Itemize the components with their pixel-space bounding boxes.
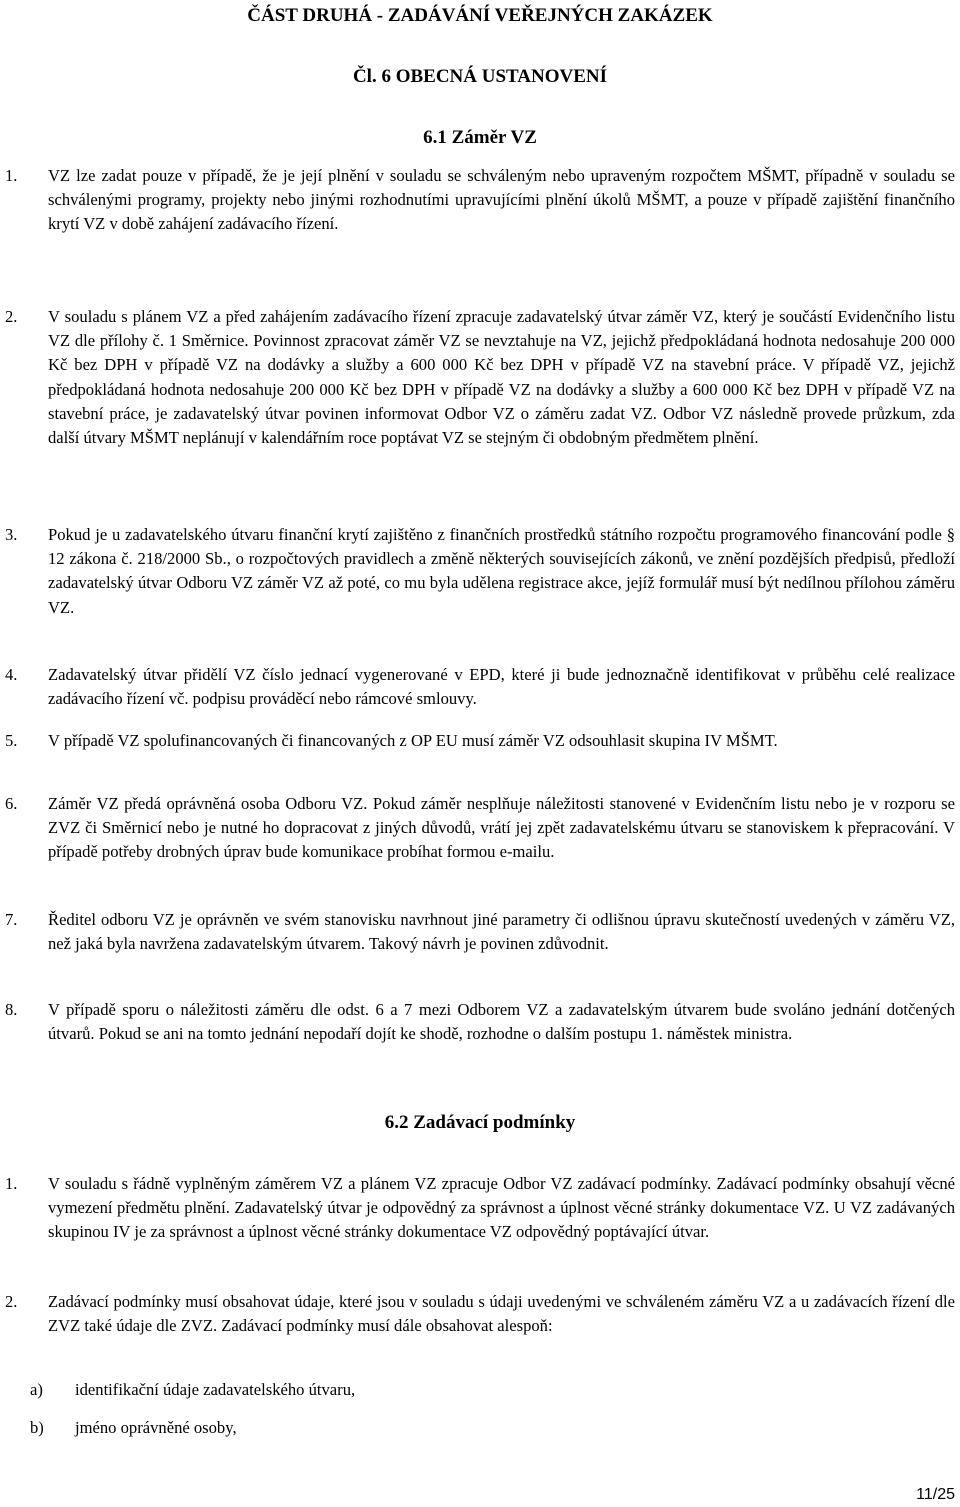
- list-item: [5, 908, 955, 956]
- sub-list-item: [30, 1378, 930, 1402]
- item-number: 4.: [5, 665, 18, 684]
- item-number: 7.: [5, 910, 18, 929]
- section-title-6-2: 6.2 Zadávací podmínky: [384, 1112, 576, 1133]
- sub-item-text: jméno oprávněné osoby,: [75, 1418, 237, 1437]
- section-title-6-1: 6.1 Záměr VZ: [423, 127, 537, 148]
- item-text: Zadávací podmínky musí obsahovat údaje, které jsou v souladu s údaji uvedenými ve schváleném záměru VZ a u zadávacích řízení dle ZVZ také údaje dle ZVZ. Zadávací podmínky musí dále obsahovat alespoň:: [48, 1292, 955, 1336]
- list-item: [5, 792, 955, 865]
- list-item: [5, 729, 955, 753]
- list-item: [5, 523, 955, 620]
- page-number: 11/25: [916, 1486, 955, 1503]
- item-number: 6.: [5, 794, 18, 813]
- item-text: VZ lze zadat pouze v případě, že je její plnění v souladu se schváleným nebo upraveným rozpočtem MŠMT, případně v souladu se schválenými programy, projekty nebo jinými rozhodnutími upravujícími plnění úkolů MŠMT, a pouze v případě zajištění finančního krytí VZ v době zahájení zadávacího řízení.: [48, 166, 955, 234]
- item-number: 2.: [5, 1292, 18, 1311]
- item-text: Záměr VZ předá oprávněná osoba Odboru VZ. Pokud záměr nesplňuje náležitosti stanovené v Evidenčním listu nebo je v rozporu se ZVZ či Směrnicí nebo je nutné ho dopracovat z jiných důvodů, vrátí jej zpět zadavatelskému útvaru se stanoviskem k přepracování. V případě potřeby drobných úprav bude komunikace probíhat formou e-mailu.: [48, 794, 955, 862]
- item-text: V souladu s řádně vyplněným záměrem VZ a plánem VZ zpracuje Odbor VZ zadávací podmínky. Zadávací podmínky obsahují věcné vymezení předmětu plnění. Zadavatelský útvar je odpovědný za správnost a úplnost věcné stránky dokumentace VZ. U VZ zadávaných skupinou IV je za správnost a úplnost věcné stránky dokumentace VZ odpovědný poptávající útvar.: [48, 1174, 955, 1242]
- item-number: 1.: [5, 1174, 18, 1193]
- sub-list-item: [30, 1416, 930, 1440]
- list-item: [5, 1172, 955, 1245]
- item-number: 8.: [5, 1000, 18, 1019]
- item-text: Zadavatelský útvar přidělí VZ číslo jednací vygenerované v EPD, které ji bude jednoznačně identifikovat v průběhu celé realizace zadávacího řízení vč. podpisu prováděcí nebo rámcové smlouvy.: [48, 665, 955, 709]
- sub-item-letter: b): [30, 1418, 44, 1437]
- list-item: [5, 305, 955, 450]
- sub-item-letter: a): [30, 1380, 43, 1399]
- item-text: Ředitel odboru VZ je oprávněn ve svém stanovisku navrhnout jiné parametry či odlišnou úpravu skutečností uvedených v záměru VZ, než jaká byla navržena zadavatelským útvarem. Takový návrh je povinen zdůvodnit.: [48, 910, 955, 954]
- item-number: 5.: [5, 731, 18, 750]
- list-item: [5, 998, 955, 1046]
- item-number: 1.: [5, 166, 18, 185]
- item-text: Pokud je u zadavatelského útvaru finanční krytí zajištěno z finančních prostředků státního rozpočtu programového financování podle § 12 zákona č. 218/2000 Sb., o rozpočtových pravidlech a změně některých souvisejících zákonů, ve znění pozdějších předpisů, předloží zadavatelský útvar Odboru VZ záměr VZ až poté, co mu byla udělena registrace akce, jejíž formulář musí být nedílnou přílohou záměru VZ.: [48, 525, 955, 617]
- sub-item-text: identifikační údaje zadavatelského útvaru,: [75, 1380, 356, 1399]
- part-title: ČÁST DRUHÁ - ZADÁVÁNÍ VEŘEJNÝCH ZAKÁZEK: [247, 5, 713, 26]
- item-number: 3.: [5, 525, 18, 544]
- item-text: V případě sporu o náležitosti záměru dle odst. 6 a 7 mezi Odborem VZ a zadavatelským útvarem bude svoláno jednání dotčených útvarů. Pokud se ani na tomto jednání nepodaří dojít ke shodě, rozhodne o dalším postupu 1. náměstek ministra.: [48, 1000, 955, 1044]
- item-text: V případě VZ spolufinancovaných či financovaných z OP EU musí záměr VZ odsouhlasit skupina IV MŠMT.: [48, 731, 778, 750]
- item-text: V souladu s plánem VZ a před zahájením zadávacího řízení zpracuje zadavatelský útvar záměr VZ, který je součástí Evidenčního listu VZ dle přílohy č. 1 Směrnice. Povinnost zpracovat záměr VZ se nevztahuje na VZ, jejichž předpokládaná hodnota nedosahuje 200 000 Kč bez DPH v případě VZ na dodávky a služby a 600 000 Kč bez DPH v případě VZ na stavební práce. V případě VZ, jejichž předpokládaná hodnota nedosahuje 200 000 Kč bez DPH v případě VZ na dodávky a služby a 600 000 Kč bez DPH v případě VZ na stavební práce, je zadavatelský útvar povinen informovat Odbor VZ o záměru zadat VZ. Odbor VZ následně provede průzkum, zda další útvary MŠMT neplánují v kalendářním roce poptávat VZ se stejným či obdobným předmětem plnění.: [48, 307, 955, 448]
- list-item: [5, 164, 955, 237]
- list-item: [5, 663, 955, 711]
- list-item: [5, 1290, 955, 1338]
- item-number: 2.: [5, 307, 18, 326]
- article-title: Čl. 6 OBECNÁ USTANOVENÍ: [352, 66, 608, 87]
